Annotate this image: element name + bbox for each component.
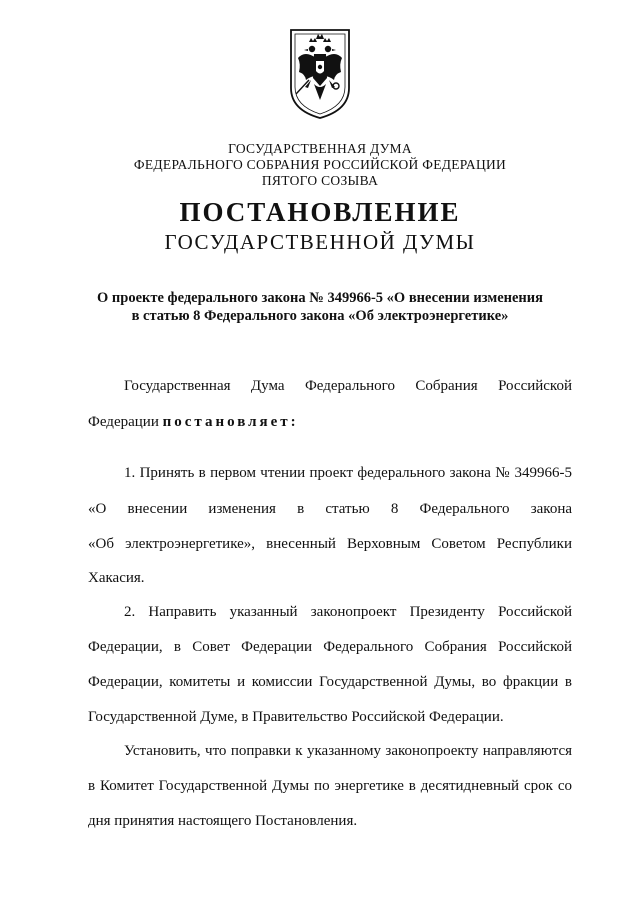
subject-line-1: О проекте федерального закона № 349966-5 «О внесении изменения [97,290,543,306]
preamble-text: Федерации [88,414,163,430]
preamble-line-1: Государственная Дума Федерального Собрания Российской [124,378,572,394]
item2-line-4: Государственной Думе, в Правительство Российской Федерации. [88,709,504,725]
item1-line-1: 1. Принять в первом чтении проект федерального закона № 349966-5 [124,465,572,481]
document-type-title: ПОСТАНОВЛЕНИЕ [179,197,461,227]
subject-line-2: в статью 8 Федерального закона «Об электроэнергетике» [131,308,509,324]
header-parliament-name: ГОСУДАРСТВЕННАЯ ДУМА [228,141,412,156]
header-convocation: ПЯТОГО СОЗЫВА [261,173,379,188]
coat-of-arms-emblem [289,28,351,120]
preamble-line-2 [88,413,299,431]
item2-line-2: Федерации, в Совет Федерации Федерального Собрания Российской [88,639,572,655]
item3-line-2: в Комитет Государственной Думы по энергетике в десятидневный срок со [88,778,572,794]
resolves-keyword: постановляет: [162,414,299,430]
item2-line-3: Федерации, комитеты и комиссии Государственной Думы, во фракции в [88,674,572,690]
item1-line-4: Хакасия. [88,570,145,586]
item1-line-2: «О внесении изменения в статью 8 Федерального закона [88,501,572,517]
header-federal-assembly: ФЕДЕРАЛЬНОГО СОБРАНИЯ РОССИЙСКОЙ ФЕДЕРАЦИИ [133,157,507,172]
item2-line-1: 2. Направить указанный законопроект Президенту Российской [124,604,572,620]
item1-line-3: «Об электроэнергетике», внесенный Верховным Советом Республики [88,536,572,552]
item3-line-3: дня принятия настоящего Постановления. [88,813,358,829]
item3-line-1: Установить, что поправки к указанному законопроекту направляются [124,743,572,759]
document-issuer-title: ГОСУДАРСТВЕННОЙ ДУМЫ [164,230,476,254]
